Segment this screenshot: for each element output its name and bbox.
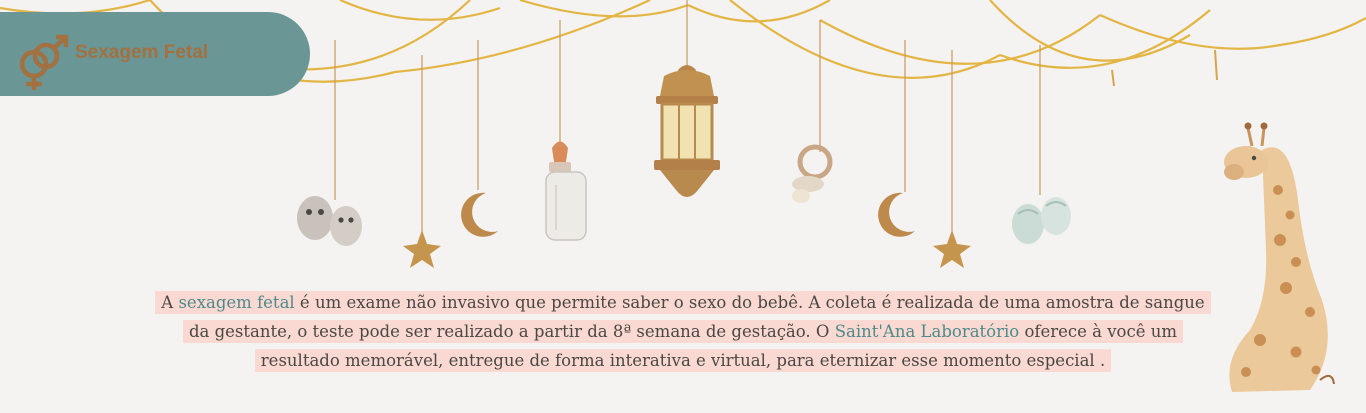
star-icon [403,230,441,268]
saintana-laboratorio-link[interactable]: Saint'Ana Laboratório [834,322,1020,341]
baby-bottle-icon [546,142,586,241]
description-text [0,288,1366,375]
crescent-moon-icon [461,193,498,237]
description-line [0,317,1366,346]
crescent-moon-icon [878,193,915,237]
description-line [0,288,1366,317]
baby-booties-icon [1012,197,1071,244]
text-segment: A [161,293,179,312]
lantern-icon [654,65,720,197]
title-tab [0,12,310,96]
star-icon [933,230,971,268]
text-segment: resultado memorável, entregue de forma interativa e virtual, para eternizar esse momento especial . [260,351,1106,370]
page-title: Sexagem Fetal [75,42,209,63]
text-segment: da gestante, o teste pode ser realizado a partir da 8ª semana de gestação. O [188,322,835,341]
gender-symbols-icon [14,34,72,94]
description-line [0,346,1366,375]
sexagem-fetal-link[interactable]: sexagem fetal [178,293,295,312]
text-segment: é um exame não invasivo que permite saber o sexo do bebê. A coleta é realizada de uma amostra de sangue [294,293,1205,312]
baby-booties-icon [297,196,362,246]
text-segment: oferece à você um [1019,322,1178,341]
pacifier-icon [792,147,830,203]
